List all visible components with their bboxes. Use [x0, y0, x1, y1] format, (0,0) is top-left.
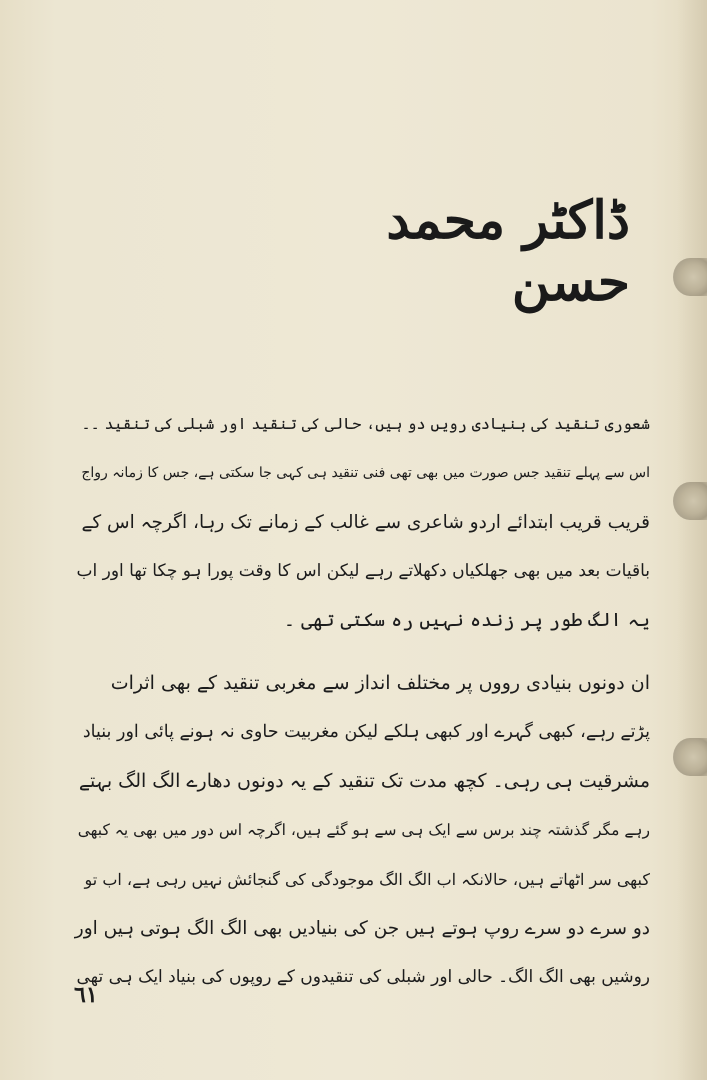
text-line: کبھی سر اٹھاتے ہیں، حالانکہ اب الگ الگ موجودگی کی گنجائش نہیں رہی ہے، اب تو: [84, 870, 650, 889]
paragraph-gap: [70, 645, 650, 659]
text-line: پڑتے رہے، کبھی گہرے اور کبھی ہلکے لیکن مغربیت حاوی نہ ہونے پائی اور بنیاد: [82, 722, 650, 742]
text-line: قریب قریب ابتدائے اردو شاعری سے غالب کے زمانے تک رہا، اگرچہ اس کے: [81, 512, 650, 533]
binding-hole: [673, 738, 707, 776]
text-line: اس سے پہلے تنقید جس صورت میں بھی تھی فنی تنقید ہی کہی جا سکتی ہے، جس کا زمانہ رواج: [81, 465, 650, 481]
page-number: ٦١: [74, 982, 98, 1008]
chapter-title: ڈاکٹر محمد حسن: [386, 190, 630, 314]
paragraph-2: [70, 659, 650, 1002]
text-line: مشرقیت ہی رہی۔ کچھ مدت تک تنقید کے یہ دونوں دھارے الگ الگ بہتے: [78, 770, 650, 792]
paragraph-1: [70, 400, 650, 645]
body-text: [70, 400, 650, 1002]
text-line: شعوری تنقید کی بنیادی رویں دو ہیں، حالی کی تنقید اور شبلی کی تنقید ۔۔: [81, 415, 650, 433]
text-line: رہے مگر گذشتہ چند برس سے ایک ہی سے ہو گئے ہیں، اگرچہ اس دور میں بھی یہ کبھی: [77, 821, 650, 839]
binding-hole: [673, 258, 707, 296]
binding-hole: [673, 482, 707, 520]
text-line: ان دونوں بنیادی رووں پر مختلف انداز سے مغربی تنقید کے بھی اثرات: [110, 672, 650, 694]
text-line: روشیں بھی الگ الگ۔ حالی اور شبلی کی تنقیدوں کے روپوں کی بنیاد ایک ہی تھی: [76, 967, 650, 987]
text-line: باقیات بعد میں بھی جھلکیاں دکھلاتے رہے لیکن اس کا وقت پورا ہو چکا تھا اور اب: [76, 561, 650, 581]
text-line: یہ الگ طور پر زندہ نہیں رہ سکتی تھی ۔: [283, 609, 650, 631]
text-line: دو سرے دو سرے روپ ہوتے ہیں جن کی بنیادیں بھی الگ الگ ہوتی ہیں اور: [74, 918, 650, 939]
page-edge-shadow: [677, 0, 707, 1080]
